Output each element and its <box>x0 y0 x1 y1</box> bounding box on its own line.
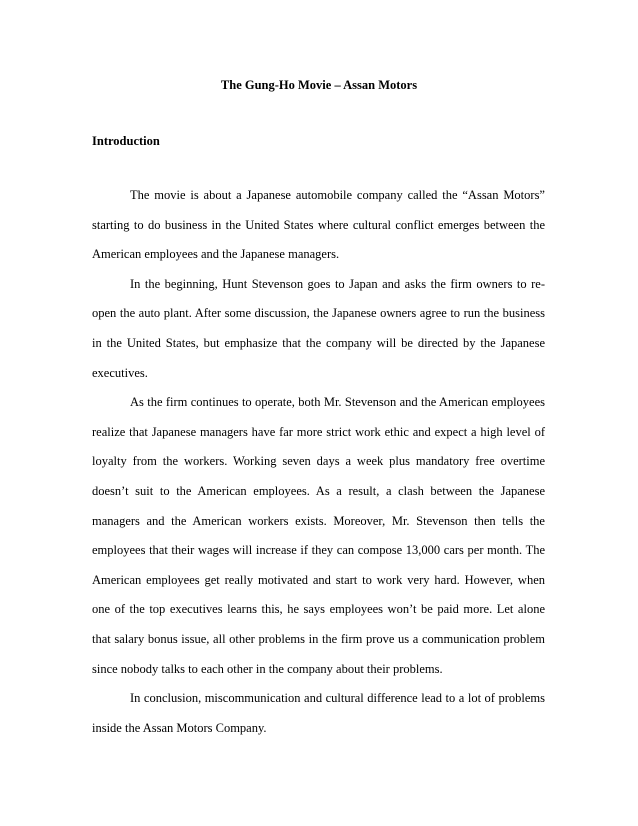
paragraph-3: As the firm continues to operate, both Mr. Stevenson and the American employees realize that Japanese managers have far more strict work ethic and expect a high level of loyalty from the workers. Working seven days a week plus mandatory free overtime doesn’t suit to the American employees. As a result, a clash between the Japanese managers and the American workers exists. Moreover, Mr. Stevenson then tells the employees that their wages will increase if they can compose 13,000 cars per month. The American employees get really motivated and start to work very hard. However, when one of the top executives learns this, he says employees won’t be paid more. Let alone that salary bonus issue, all other problems in the firm prove us a communication problem since nobody talks to each other in the company about their problems. <box>92 395 545 676</box>
paragraph-1: The movie is about a Japanese automobile company called the “Assan Motors” starting to do business in the United States where cultural conflict emerges between the American employees and the Japanese managers. <box>92 188 545 262</box>
introduction-body <box>92 181 545 743</box>
paragraph-2: In the beginning, Hunt Stevenson goes to Japan and asks the firm owners to re-open the auto plant. After some discussion, the Japanese owners agree to run the business in the United States, but emphasize that the company will be directed by the Japanese executives. <box>92 276 545 380</box>
document-title: The Gung-Ho Movie – Assan Motors <box>220 78 418 92</box>
paragraph-4: In conclusion, miscommunication and cultural difference lead to a lot of problems inside the Assan Motors Company. <box>92 691 545 735</box>
section-heading-introduction: Introduction <box>92 134 160 148</box>
